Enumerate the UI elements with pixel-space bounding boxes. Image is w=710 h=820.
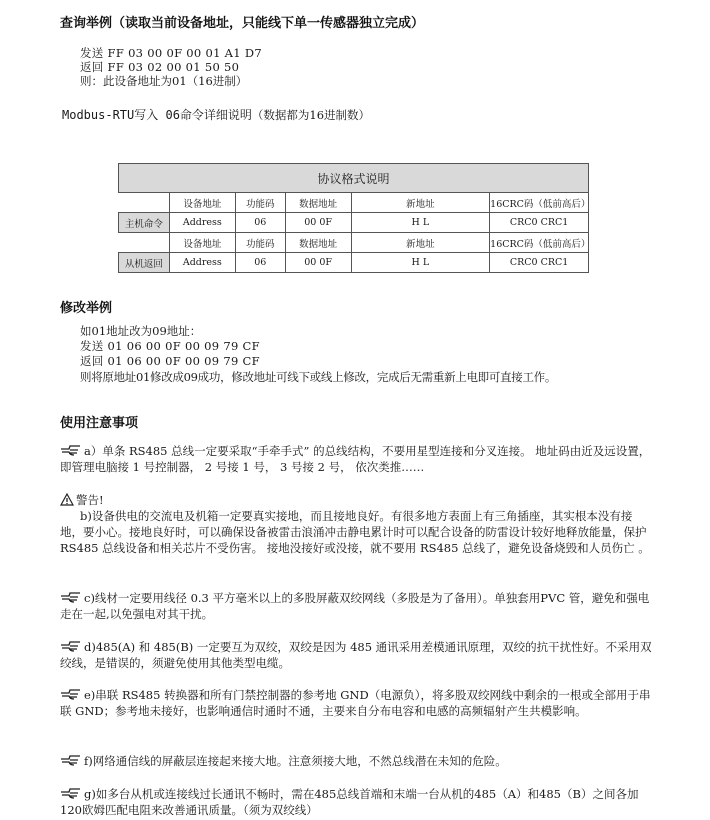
table-cell: CRC0 CRC1 bbox=[490, 213, 589, 233]
modify-intro-line: 如01地址改为09地址： bbox=[80, 324, 202, 338]
host-row-label: 主机命令 bbox=[119, 213, 170, 233]
table-cell: Address bbox=[169, 253, 235, 273]
write-cmd-note: （数据都为16进制数） bbox=[251, 108, 371, 122]
table-cell: 00 0F bbox=[285, 213, 351, 233]
note-d: d)485(A) 和 485(B) 一定要互为双绞，双绞是因为 485 通讯采用差模通讯原理，双绞的抗干扰性好。不采用双绞线，是错误的，须避免使用其他类型电缆。 bbox=[60, 640, 652, 670]
col-data-address: 数据地址 bbox=[285, 233, 351, 253]
col-function-code: 功能码 bbox=[235, 193, 285, 213]
note-c: c)线材一定要用线径 0.3 平方毫米以上的多股屏蔽双绞网线（多股是为了备用）。单独套用PVC 管，避免和强电走在一起,以免强电对其干扰。 bbox=[60, 591, 650, 621]
table-row bbox=[119, 213, 589, 233]
notes-title: 使用注意事项 bbox=[60, 416, 139, 431]
table-cell: 06 bbox=[235, 253, 285, 273]
note-g: g)如多台从机或连接线过长通讯不畅时，需在485总线首端和末端一台从机的485（A）和485（B）之间各加120欧姆匹配电阻来改善通讯质量。（须为双绞线） bbox=[60, 787, 639, 817]
hand-pointing-icon bbox=[60, 754, 82, 766]
modify-return-line: 返回 01 06 00 0F 00 09 79 CF bbox=[80, 354, 260, 368]
table-row bbox=[119, 193, 589, 213]
slave-row-label: 从机返回 bbox=[119, 253, 170, 273]
table-cell: CRC0 CRC1 bbox=[490, 253, 589, 273]
note-warning bbox=[60, 492, 652, 556]
query-send-line: 发送 FF 03 00 0F 00 01 A1 D7 bbox=[80, 46, 262, 60]
query-return-line: 返回 FF 03 02 00 01 50 50 bbox=[80, 60, 240, 74]
table-cell: H L bbox=[351, 213, 490, 233]
modify-send-line: 发送 01 06 00 0F 00 09 79 CF bbox=[80, 339, 260, 353]
col-crc: 16CRC码（低前高后） bbox=[490, 233, 589, 253]
col-data-address: 数据地址 bbox=[285, 193, 351, 213]
col-new-address: 新地址 bbox=[351, 193, 490, 213]
col-device-address: 设备地址 bbox=[169, 233, 235, 253]
col-crc: 16CRC码（低前高后） bbox=[490, 193, 589, 213]
hand-pointing-icon bbox=[60, 444, 82, 456]
hand-pointing-icon bbox=[60, 591, 82, 603]
table-row bbox=[119, 233, 589, 253]
query-title: 查询举例（读取当前设备地址，只能线下单一传感器独立完成） bbox=[60, 16, 425, 31]
note-b: b)设备供电的交流电及机箱一定要真实接地，而且接地良好。有很多地方表面上有三角插座，其实根本没有接地，要小心。接地良好时，可以确保设备被雷击浪涌冲击静电累计时可以配合设备的防雷设计较好地释放能量，保护RS485 总线设备和相关芯片不受伤害。 接地没接好或没接，就不要用 RS485 总线了，避免设备烧毁和人员伤亡 。 bbox=[60, 509, 650, 555]
table-cell: 00 0F bbox=[285, 253, 351, 273]
hand-pointing-icon bbox=[60, 640, 82, 652]
warning-heading bbox=[60, 492, 652, 508]
table-cell: 06 bbox=[235, 213, 285, 233]
table-cell: H L bbox=[351, 253, 490, 273]
write-cmd-heading bbox=[62, 106, 370, 123]
note-a: a）单条 RS485 总线一定要采取“手牵手式” 的总线结构，不要用星型连接和分叉连接。 地址码由近及远设置， 即管理电脑接 1 号控制器， 2 号接 1 号， 3 号接 2 号， 依次类推…… bbox=[60, 444, 651, 474]
hand-pointing-icon bbox=[60, 787, 82, 799]
write-cmd-title: Modbus-RTU写入 06命令详细说明 bbox=[62, 108, 252, 122]
query-result-line: 则：此设备地址为01（16进制） bbox=[80, 74, 248, 88]
note-f: f)网络通信线的屏蔽层连接起来接大地。注意须接大地，不然总线潜在未知的危险。 bbox=[60, 753, 652, 769]
warning-label: 警告! bbox=[76, 493, 104, 507]
note-e: e)串联 RS485 转换器和所有门禁控制器的参考地 GND（电源负），将多股双绞网线中剩余的一根或全部用于串联 GND；参考地未接好，也影响通信时通时不通，主要来自分布电容和电感的高频辐射产生共模影响。 bbox=[60, 688, 651, 718]
modify-result-line: 则将原地址01修改成09成功，修改地址可线下或线上修改，完成后无需重新上电即可直接工作。 bbox=[80, 370, 557, 384]
warning-triangle-icon bbox=[60, 493, 74, 506]
table-row bbox=[119, 253, 589, 273]
col-new-address: 新地址 bbox=[351, 233, 490, 253]
col-function-code: 功能码 bbox=[235, 233, 285, 253]
table-header: 协议格式说明 bbox=[119, 164, 589, 193]
hand-pointing-icon bbox=[60, 688, 82, 700]
modify-title: 修改举例 bbox=[60, 301, 113, 316]
col-device-address: 设备地址 bbox=[169, 193, 235, 213]
table-cell: Address bbox=[169, 213, 235, 233]
protocol-table bbox=[118, 163, 589, 273]
